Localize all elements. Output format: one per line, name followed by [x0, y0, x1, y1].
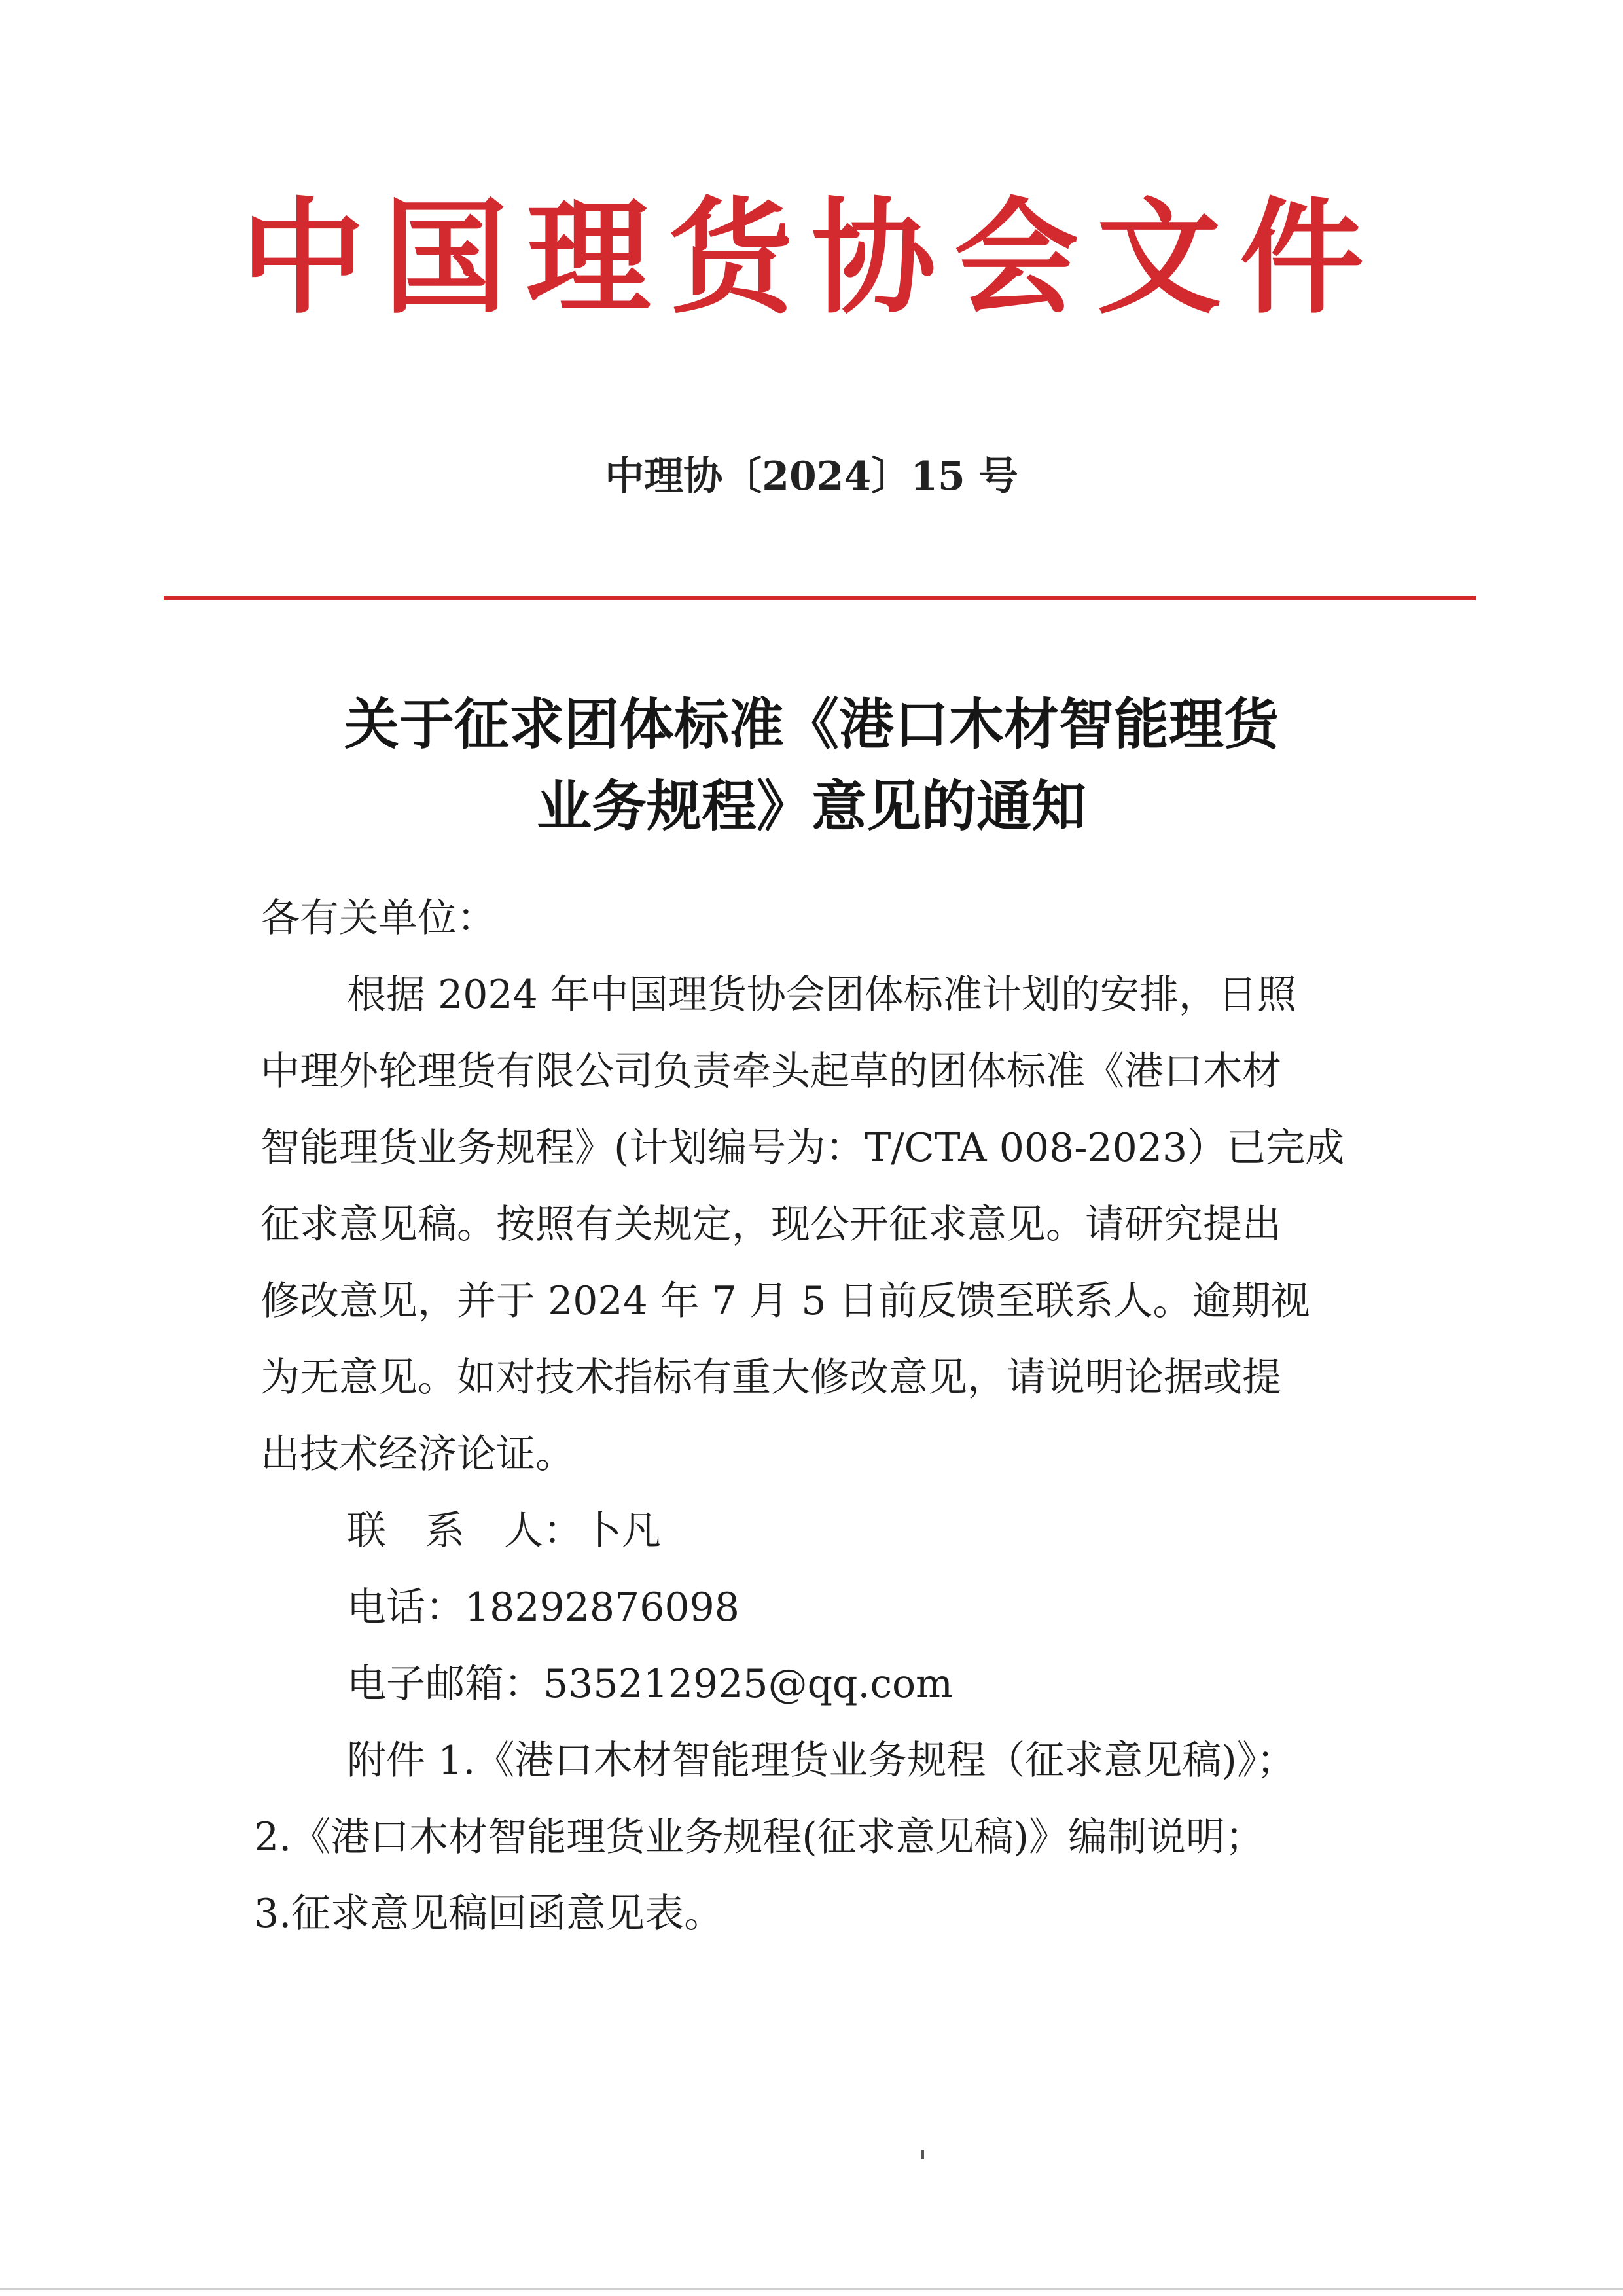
contact-email: 电子邮箱：535212925@qq.com	[347, 1661, 954, 1707]
contact-person: 联 系 人：卜凡	[347, 1508, 661, 1554]
notice-title	[196, 684, 1427, 848]
salutation: 各有关单位：	[260, 895, 496, 941]
paragraph-line: 中理外轮理货有限公司负责牵头起草的团体标准《港口木材	[260, 1049, 1281, 1094]
document-number: 中理协〔2024〕15 号	[605, 454, 1018, 499]
scan-speck	[921, 2150, 924, 2159]
paragraph-line: 为无意见。如对技术指标有重大修改意见，请说明论据或提	[260, 1355, 1281, 1401]
attachment-item-1: 附件 1.《港口木材智能理货业务规程（征求意见稿)》；	[347, 1738, 1296, 1784]
attachment-item-2: 2.《港口木材智能理货业务规程(征求意见稿)》编制说明；	[254, 1814, 1265, 1860]
contact-phone: 电话：18292876098	[347, 1585, 740, 1630]
attachment-item-3: 3.征求意见稿回函意见表。	[254, 1891, 724, 1937]
notice-title-line-1: 关于征求团体标准《港口木材智能理货	[344, 692, 1279, 757]
document-header-title: 中国理货协会文件	[240, 186, 1382, 331]
notice-body	[254, 880, 1386, 1952]
paragraph-line: 修改意见，并于 2024 年 7 月 5 日前反馈至联系人。逾期视	[260, 1278, 1310, 1324]
notice-title-line-2: 业务规程》意见的通知	[536, 774, 1086, 838]
paragraph-line: 出技术经济论证。	[260, 1431, 575, 1477]
paragraph-line: 征求意见稿。按照有关规定，现公开征求意见。请研究提出	[260, 1202, 1281, 1247]
scan-bottom-edge	[0, 2288, 1623, 2290]
paragraph-line: 智能理货业务规程》(计划编号为：T/CTA 008-2023）已完成	[260, 1125, 1345, 1171]
paragraph-line: 根据 2024 年中国理货协会团体标准计划的安排，日照	[347, 972, 1296, 1018]
red-divider-rule	[164, 596, 1476, 600]
